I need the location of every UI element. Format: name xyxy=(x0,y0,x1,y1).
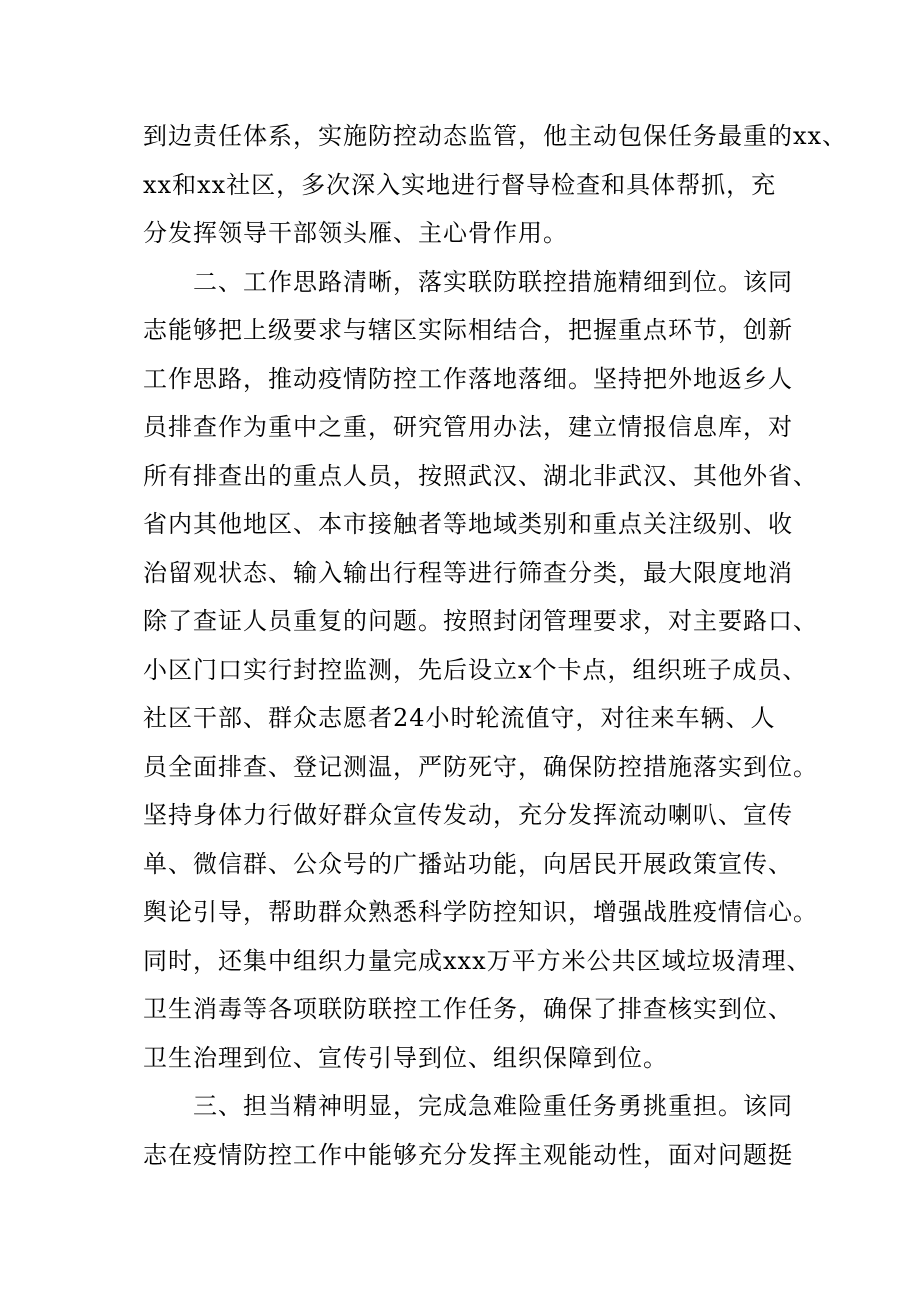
text-line: 工作思路，推动疫情防控工作落地落细。坚持把外地返乡人 xyxy=(143,364,793,393)
section-heading-line: 三、担当精神明显，完成急难险重任务勇挑重担。该同 xyxy=(193,1092,793,1120)
text-line: 分发挥领导干部领头雁、主心骨作用。 xyxy=(143,219,568,247)
text-line: 卫生消毒等各项联防联控工作任务，确保了排查核实到位、 xyxy=(143,995,793,1023)
text-line: 所有排查出的重点人员，按照武汉、湖北非武汉、其他外省、 xyxy=(143,461,818,490)
text-line: 同时，还集中组织力量完成xxx万平方米公共区域垃圾清理、 xyxy=(143,946,812,975)
body-text xyxy=(143,112,848,1179)
text-line: 治留观状态、输入输出行程等进行筛查分类，最大限度地消 xyxy=(143,558,793,587)
text-line: 员排查作为重中之重，研究管用办法，建立情报信息库，对 xyxy=(143,413,793,441)
text-line: 社区干部、群众志愿者24小时轮流值守，对往来车辆、人 xyxy=(143,704,776,732)
text-line: 志能够把上级要求与辖区实际相结合，把握重点环节，创新 xyxy=(143,316,793,344)
text-line: 省内其他地区、本市接触者等地域类别和重点关注级别、收 xyxy=(143,510,793,538)
text-line: 志在疫情防控工作中能够充分发挥主观能动性，面对问题挺 xyxy=(143,1140,793,1169)
text-line: 舆论引导，帮助群众熟悉科学防控知识，增强战胜疫情信心。 xyxy=(143,898,818,926)
text-line: 到边责任体系，实施防控动态监管，他主动包保任务最重的xx、 xyxy=(143,122,848,150)
text-line: 坚持身体力行做好群众宣传发动，充分发挥流动喇叭、宣传 xyxy=(143,801,793,829)
text-line: xx和xx社区，多次深入实地进行督导检查和具体帮抓，充 xyxy=(143,170,777,199)
text-line: 单、微信群、公众号的广播站功能，向居民开展政策宣传、 xyxy=(143,849,793,878)
text-line: 除了查证人员重复的问题。按照封闭管理要求，对主要路口、 xyxy=(143,607,818,635)
section-heading-line: 二、工作思路清晰，落实联防联控措施精细到位。该同 xyxy=(193,267,793,296)
text-line: 小区门口实行封控监测，先后设立x个卡点，组织班子成员、 xyxy=(143,655,808,684)
text-line: 卫生治理到位、宣传引导到位、组织保障到位。 xyxy=(143,1043,668,1072)
text-line: 员全面排查、登记测温，严防死守，确保防控措施落实到位。 xyxy=(143,752,818,781)
